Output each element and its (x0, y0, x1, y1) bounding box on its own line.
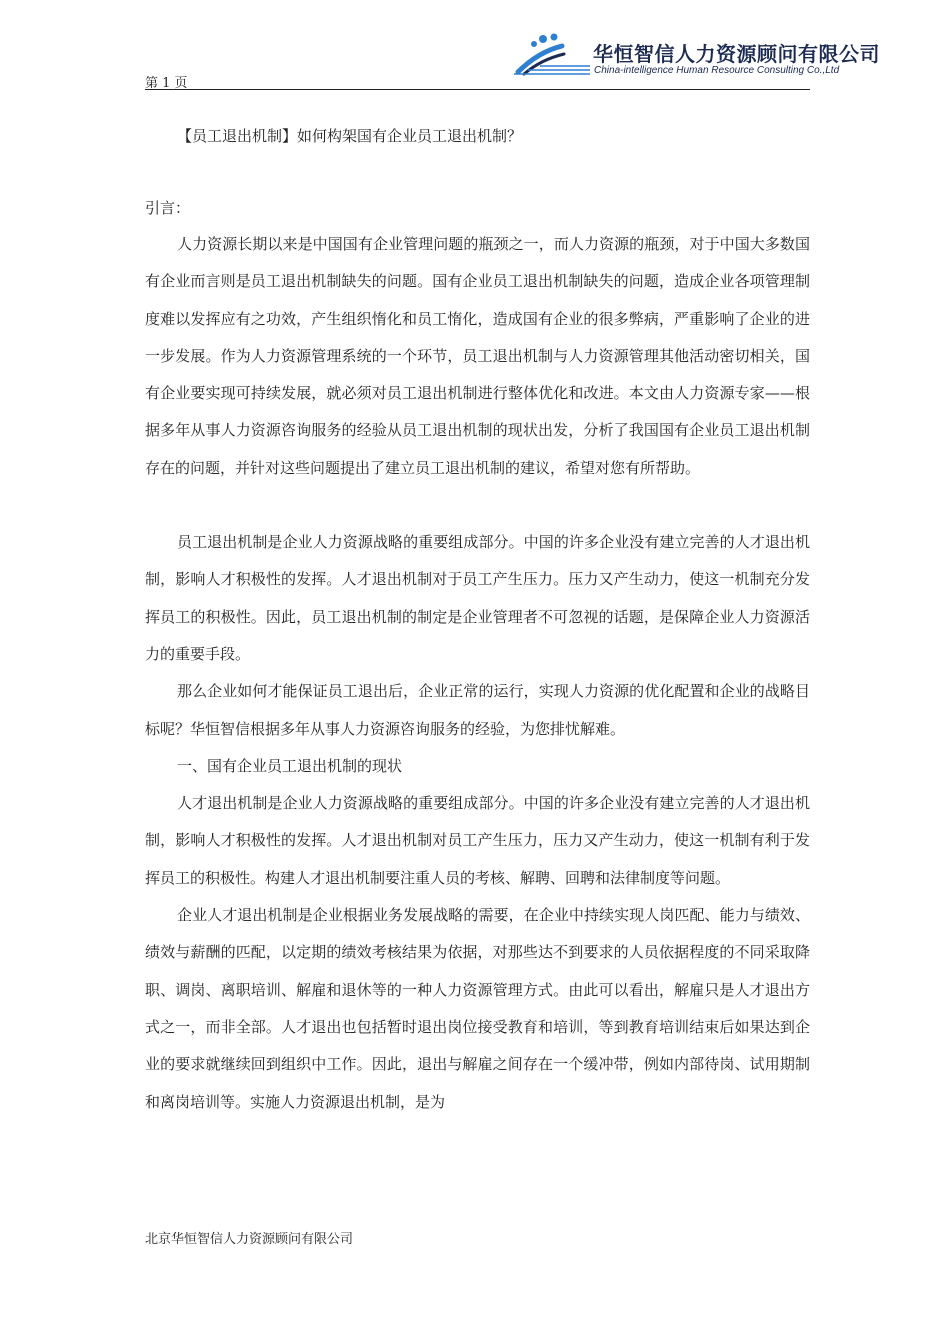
company-name-en: China-intelligence Human Resource Consulting Co.,Ltd (594, 65, 840, 76)
paragraph-intro: 人力资源长期以来是中国国有企业管理问题的瓶颈之一，而人力资源的瓶颈，对于中国大多数国有企业而言则是员工退出机制缺失的问题。国有企业员工退出机制缺失的问题，造成企业各项管理制度难以发挥应有之功效，产生组织惰化和员工惰化，造成国有企业的很多弊病，严重影响了企业的进一步发展。作为人力资源管理系统的一个环节，员工退出机制与人力资源管理其他活动密切相关，国有企业要实现可持续发展，就必须对员工退出机制进行整体优化和改进。本文由人力资源专家——根据多年从事人力资源咨询服务的经验从员工退出机制的现状出发，分析了我国国有企业员工退出机制存在的问题，并针对这些问题提出了建立员工退出机制的建议，希望对您有所帮助。 (145, 235, 810, 477)
page-header (145, 28, 880, 91)
section-heading: 一、国有企业员工退出机制的现状 (177, 756, 403, 775)
paragraph: 人才退出机制是企业人力资源战略的重要组成部分。中国的许多企业没有建立完善的人才退出机制，影响人才积极性的发挥。人才退出机制对员工产生压力，压力又产生动力，使这一机制有利于发挥员工的积极性。构建人才退出机制要注重人员的考核、解聘、回聘和法律制度等问题。 (145, 794, 810, 887)
company-logo (510, 32, 880, 80)
page-number: 第 1 页 (145, 76, 188, 91)
company-name-cn: 华恒智信人力资源顾问有限公司 (593, 42, 880, 66)
paragraph-gap (145, 487, 810, 524)
document-body (145, 118, 810, 1121)
company-logo-icon (510, 32, 592, 80)
page-footer: 北京华恒智信人力资源顾问有限公司 (145, 1232, 354, 1247)
intro-label: 引言： (145, 199, 191, 217)
header-divider (145, 89, 810, 90)
document-title: 【员工退出机制】如何构架国有企业员工退出机制？ (177, 127, 523, 145)
paragraph: 企业人才退出机制是企业根据业务发展战略的需要，在企业中持续实现人岗匹配、能力与绩效、绩效与薪酬的匹配，以定期的绩效考核结果为依据，对那些达不到要求的人员依据程度的不同采取降职、调岗、离职培训、解雇和退休等的一种人力资源管理方式。由此可以看出，解雇只是人才退出方式之一，而非全部。人才退出也包括暂时退出岗位接受教育和培训，等到教育培训结束后如果达到企业的要求就继续回到组织中工作。因此，退出与解雇之间存在一个缓冲带，例如内部待岗、试用期制和离岗培训等。实施人力资源退出机制，是为 (145, 906, 810, 1111)
paragraph: 那么企业如何才能保证员工退出后，企业正常的运行，实现人力资源的优化配置和企业的战略目标呢？华恒智信根据多年从事人力资源咨询服务的经验，为您排忧解难。 (145, 682, 810, 738)
paragraph: 员工退出机制是企业人力资源战略的重要组成部分。中国的许多企业没有建立完善的人才退出机制，影响人才积极性的发挥。人才退出机制对于员工产生压力。压力又产生动力，使这一机制充分发挥员工的积极性。因此，员工退出机制的制定是企业管理者不可忽视的话题，是保障企业人力资源活力的重要手段。 (145, 533, 810, 663)
